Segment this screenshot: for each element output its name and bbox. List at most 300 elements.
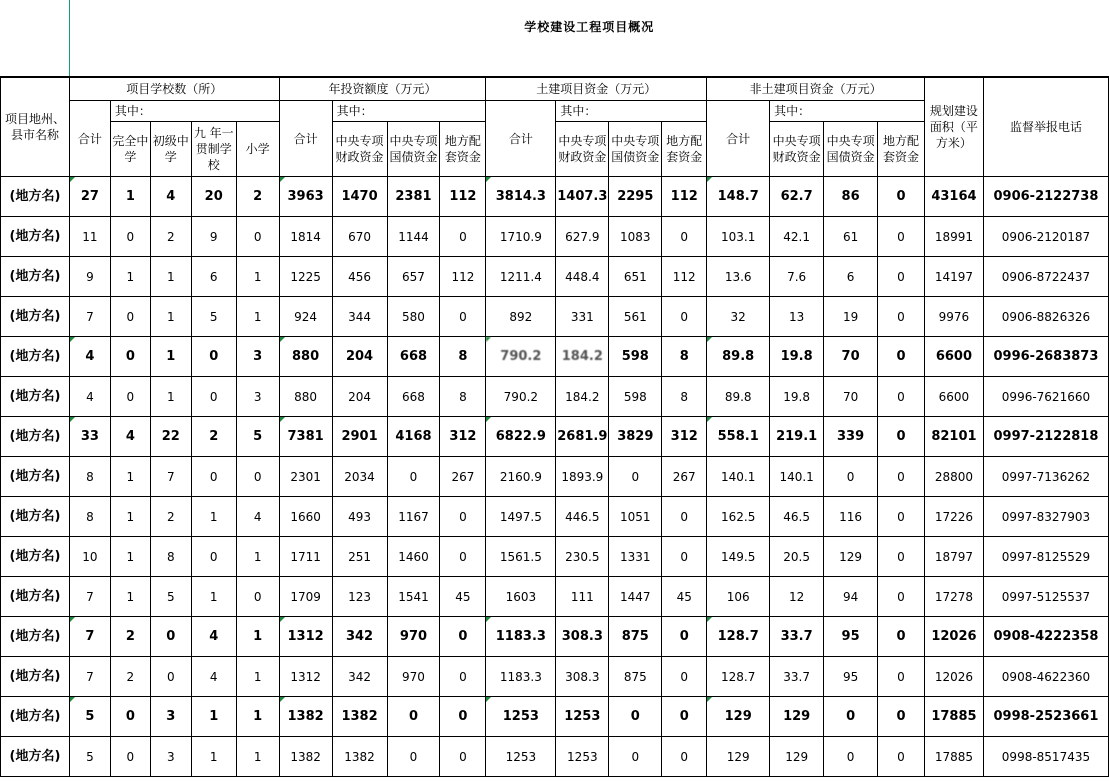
table-cell[interactable]: 670 [332, 217, 387, 257]
table-cell[interactable]: 9976 [924, 297, 983, 337]
table-cell[interactable]: 86 [824, 177, 878, 217]
table-cell[interactable]: 1 [236, 657, 279, 697]
table-cell[interactable]: 1253 [556, 697, 609, 737]
table-cell[interactable]: 19 [824, 297, 878, 337]
table-cell[interactable]: 129 [707, 737, 770, 777]
table-cell[interactable]: 12 [770, 577, 824, 617]
table-cell[interactable]: 5 [69, 697, 110, 737]
table-cell[interactable]: 970 [387, 617, 440, 657]
table-cell[interactable]: 0 [387, 457, 440, 497]
table-cell[interactable]: 0998-2523661 [983, 697, 1108, 737]
header-civil-total[interactable]: 合计 [486, 101, 556, 177]
header-noncivil-group[interactable]: 非土建项目资金（万元） [707, 77, 925, 101]
table-cell[interactable]: 0 [878, 737, 925, 777]
table-cell[interactable]: 8 [69, 497, 110, 537]
table-cell[interactable]: 95 [824, 657, 878, 697]
table-cell[interactable]: 4 [150, 177, 191, 217]
table-cell[interactable]: 312 [440, 417, 486, 457]
table-cell[interactable]: 112 [440, 177, 486, 217]
table-cell[interactable]: 19.8 [770, 377, 824, 417]
table-cell[interactable]: 2381 [387, 177, 440, 217]
table-cell[interactable]: 0 [824, 697, 878, 737]
table-cell[interactable]: 42.1 [770, 217, 824, 257]
region-name-cell[interactable]: (地方名) [1, 577, 70, 617]
region-name-cell[interactable]: (地方名) [1, 657, 70, 697]
table-cell[interactable]: 3 [236, 337, 279, 377]
header-civil-group[interactable]: 土建项目资金（万元） [486, 77, 707, 101]
table-cell[interactable]: 598 [609, 377, 662, 417]
table-cell[interactable]: 1253 [486, 697, 556, 737]
table-cell[interactable]: 267 [662, 457, 707, 497]
table-cell[interactable]: 1211.4 [486, 257, 556, 297]
table-cell[interactable]: 128.7 [707, 617, 770, 657]
table-cell[interactable]: 0 [191, 377, 236, 417]
table-cell[interactable]: 267 [440, 457, 486, 497]
table-cell[interactable]: 1 [236, 297, 279, 337]
table-cell[interactable]: 1660 [279, 497, 332, 537]
table-cell[interactable]: 0 [440, 617, 486, 657]
table-cell[interactable]: 0 [878, 657, 925, 697]
sheet-title[interactable]: 学校建设工程项目概况 [69, 0, 1108, 54]
table-cell[interactable]: 1 [150, 257, 191, 297]
table-cell[interactable]: 8 [69, 457, 110, 497]
table-cell[interactable]: 0 [824, 457, 878, 497]
table-cell[interactable]: 0 [440, 497, 486, 537]
header-civil-among[interactable]: 其中： [556, 101, 707, 122]
table-cell[interactable]: 27 [69, 177, 110, 217]
table-cell[interactable]: 184.2 [556, 337, 609, 377]
table-cell[interactable]: 1225 [279, 257, 332, 297]
table-cell[interactable]: 5 [150, 577, 191, 617]
table-cell[interactable]: 17278 [924, 577, 983, 617]
table-cell[interactable]: 0 [150, 617, 191, 657]
table-cell[interactable]: 0 [609, 697, 662, 737]
table-cell[interactable]: 331 [556, 297, 609, 337]
header-noncivil-central-fiscal[interactable]: 中央专项财政资金 [770, 122, 824, 177]
table-cell[interactable]: 0 [662, 617, 707, 657]
region-name-cell[interactable]: (地方名) [1, 257, 70, 297]
table-cell[interactable]: 4 [110, 417, 150, 457]
table-cell[interactable]: 1 [236, 257, 279, 297]
table-cell[interactable]: 0 [662, 737, 707, 777]
table-cell[interactable]: 790.2 [486, 337, 556, 377]
table-cell[interactable]: 456 [332, 257, 387, 297]
table-cell[interactable]: 45 [662, 577, 707, 617]
table-cell[interactable]: 0996-7621660 [983, 377, 1108, 417]
table-cell[interactable]: 0 [440, 537, 486, 577]
table-cell[interactable]: 2295 [609, 177, 662, 217]
table-cell[interactable]: 1 [191, 577, 236, 617]
table-cell[interactable]: 0906-8826326 [983, 297, 1108, 337]
header-invest-total[interactable]: 合计 [279, 101, 332, 177]
table-cell[interactable]: 140.1 [770, 457, 824, 497]
region-name-cell[interactable]: (地方名) [1, 617, 70, 657]
table-cell[interactable]: 103.1 [707, 217, 770, 257]
table-cell[interactable]: 1 [110, 497, 150, 537]
table-cell[interactable]: 668 [387, 337, 440, 377]
header-civil-local-match[interactable]: 地方配套资金 [662, 122, 707, 177]
header-civil-central-bond[interactable]: 中央专项国债资金 [609, 122, 662, 177]
table-cell[interactable]: 33.7 [770, 617, 824, 657]
table-cell[interactable]: 1447 [609, 577, 662, 617]
table-cell[interactable]: 0 [878, 337, 925, 377]
table-cell[interactable]: 1253 [486, 737, 556, 777]
region-name-cell[interactable]: (地方名) [1, 537, 70, 577]
table-cell[interactable]: 1407.3 [556, 177, 609, 217]
table-cell[interactable]: 0 [878, 537, 925, 577]
header-invest-among[interactable]: 其中： [332, 101, 486, 122]
table-cell[interactable]: 0 [878, 297, 925, 337]
table-cell[interactable]: 89.8 [707, 377, 770, 417]
table-cell[interactable]: 2034 [332, 457, 387, 497]
table-cell[interactable]: 1 [110, 537, 150, 577]
table-cell[interactable]: 1603 [486, 577, 556, 617]
table-cell[interactable]: 10 [69, 537, 110, 577]
table-cell[interactable]: 0 [110, 297, 150, 337]
table-cell[interactable]: 1051 [609, 497, 662, 537]
header-primary[interactable]: 小学 [236, 122, 279, 177]
table-cell[interactable]: 0 [824, 737, 878, 777]
table-cell[interactable]: 2 [191, 417, 236, 457]
table-cell[interactable]: 561 [609, 297, 662, 337]
table-cell[interactable]: 790.2 [486, 377, 556, 417]
table-cell[interactable]: 880 [279, 377, 332, 417]
table-cell[interactable]: 0 [662, 537, 707, 577]
header-schools-total[interactable]: 合计 [69, 101, 110, 177]
table-cell[interactable]: 18991 [924, 217, 983, 257]
table-cell[interactable]: 0 [387, 737, 440, 777]
table-cell[interactable]: 0 [150, 657, 191, 697]
table-cell[interactable]: 1083 [609, 217, 662, 257]
table-cell[interactable]: 230.5 [556, 537, 609, 577]
header-noncivil-among[interactable]: 其中： [770, 101, 925, 122]
table-cell[interactable]: 7 [69, 657, 110, 697]
table-cell[interactable]: 0 [878, 577, 925, 617]
table-cell[interactable]: 0996-2683873 [983, 337, 1108, 377]
table-cell[interactable]: 251 [332, 537, 387, 577]
table-cell[interactable]: 1 [236, 537, 279, 577]
table-cell[interactable]: 129 [824, 537, 878, 577]
table-cell[interactable]: 0906-2120187 [983, 217, 1108, 257]
table-cell[interactable]: 1144 [387, 217, 440, 257]
table-cell[interactable]: 123 [332, 577, 387, 617]
header-noncivil-central-bond[interactable]: 中央专项国债资金 [824, 122, 878, 177]
table-cell[interactable]: 162.5 [707, 497, 770, 537]
table-cell[interactable]: 89.8 [707, 337, 770, 377]
table-cell[interactable]: 0997-7136262 [983, 457, 1108, 497]
table-cell[interactable]: 2 [110, 657, 150, 697]
table-cell[interactable]: 493 [332, 497, 387, 537]
table-cell[interactable]: 7 [69, 297, 110, 337]
table-cell[interactable]: 0 [236, 217, 279, 257]
table-cell[interactable]: 6600 [924, 337, 983, 377]
table-cell[interactable]: 1183.3 [486, 657, 556, 697]
header-region[interactable]: 项目地州、县市名称 [1, 77, 70, 177]
table-cell[interactable]: 204 [332, 337, 387, 377]
table-cell[interactable]: 0 [440, 297, 486, 337]
table-cell[interactable]: 9 [191, 217, 236, 257]
table-cell[interactable]: 0 [662, 697, 707, 737]
header-junior-middle[interactable]: 初级中学 [150, 122, 191, 177]
header-schools-among[interactable]: 其中： [110, 101, 279, 122]
table-cell[interactable]: 0 [110, 737, 150, 777]
table-cell[interactable]: 0 [191, 537, 236, 577]
table-cell[interactable]: 0997-8125529 [983, 537, 1108, 577]
table-cell[interactable]: 70 [824, 377, 878, 417]
table-cell[interactable]: 1 [110, 257, 150, 297]
empty-cell[interactable] [1, 54, 70, 77]
table-cell[interactable]: 580 [387, 297, 440, 337]
table-cell[interactable]: 13.6 [707, 257, 770, 297]
table-cell[interactable]: 4 [191, 657, 236, 697]
table-cell[interactable]: 4168 [387, 417, 440, 457]
table-cell[interactable]: 0 [878, 217, 925, 257]
table-cell[interactable]: 0997-8327903 [983, 497, 1108, 537]
table-cell[interactable]: 342 [332, 657, 387, 697]
table-cell[interactable]: 0 [110, 377, 150, 417]
table-cell[interactable]: 1 [110, 577, 150, 617]
table-cell[interactable]: 0 [878, 377, 925, 417]
region-name-cell[interactable]: (地方名) [1, 217, 70, 257]
table-cell[interactable]: 0 [236, 457, 279, 497]
table-cell[interactable]: 149.5 [707, 537, 770, 577]
table-cell[interactable]: 875 [609, 617, 662, 657]
table-cell[interactable]: 1711 [279, 537, 332, 577]
table-cell[interactable]: 6822.9 [486, 417, 556, 457]
table-cell[interactable]: 12026 [924, 617, 983, 657]
table-cell[interactable]: 0 [609, 457, 662, 497]
table-cell[interactable]: 446.5 [556, 497, 609, 537]
table-cell[interactable]: 344 [332, 297, 387, 337]
table-cell[interactable]: 0 [878, 617, 925, 657]
table-cell[interactable]: 0906-2122738 [983, 177, 1108, 217]
table-cell[interactable]: 627.9 [556, 217, 609, 257]
table-cell[interactable]: 61 [824, 217, 878, 257]
table-cell[interactable]: 12026 [924, 657, 983, 697]
table-cell[interactable]: 4 [236, 497, 279, 537]
table-cell[interactable]: 46.5 [770, 497, 824, 537]
header-invest-group[interactable]: 年投资额度（万元） [279, 77, 486, 101]
table-cell[interactable]: 106 [707, 577, 770, 617]
table-cell[interactable]: 0997-5125537 [983, 577, 1108, 617]
table-cell[interactable]: 668 [387, 377, 440, 417]
header-noncivil-local-match[interactable]: 地方配套资金 [878, 122, 925, 177]
table-cell[interactable]: 17226 [924, 497, 983, 537]
table-cell[interactable]: 0 [110, 337, 150, 377]
table-cell[interactable]: 1382 [279, 737, 332, 777]
table-cell[interactable]: 1 [110, 457, 150, 497]
table-cell[interactable]: 2901 [332, 417, 387, 457]
table-cell[interactable]: 558.1 [707, 417, 770, 457]
table-cell[interactable]: 116 [824, 497, 878, 537]
table-cell[interactable]: 875 [609, 657, 662, 697]
table-cell[interactable]: 8 [662, 377, 707, 417]
table-cell[interactable]: 924 [279, 297, 332, 337]
header-civil-central-fiscal[interactable]: 中央专项财政资金 [556, 122, 609, 177]
table-cell[interactable]: 0 [440, 697, 486, 737]
table-cell[interactable]: 11 [69, 217, 110, 257]
table-cell[interactable]: 0 [662, 497, 707, 537]
table-cell[interactable]: 43164 [924, 177, 983, 217]
table-cell[interactable]: 148.7 [707, 177, 770, 217]
region-name-cell[interactable]: (地方名) [1, 377, 70, 417]
header-invest-local-match[interactable]: 地方配套资金 [440, 122, 486, 177]
table-cell[interactable]: 1 [150, 377, 191, 417]
table-cell[interactable]: 8 [150, 537, 191, 577]
table-cell[interactable]: 1 [191, 737, 236, 777]
table-cell[interactable]: 13 [770, 297, 824, 337]
table-cell[interactable]: 7 [69, 617, 110, 657]
table-cell[interactable]: 17885 [924, 737, 983, 777]
table-cell[interactable]: 339 [824, 417, 878, 457]
table-cell[interactable]: 18797 [924, 537, 983, 577]
table-cell[interactable]: 0 [191, 457, 236, 497]
table-cell[interactable]: 1 [191, 697, 236, 737]
region-name-cell[interactable]: (地方名) [1, 457, 70, 497]
table-cell[interactable]: 892 [486, 297, 556, 337]
table-cell[interactable]: 8 [440, 337, 486, 377]
table-cell[interactable]: 129 [770, 737, 824, 777]
table-cell[interactable]: 1470 [332, 177, 387, 217]
table-cell[interactable]: 0 [662, 217, 707, 257]
table-cell[interactable]: 2 [150, 217, 191, 257]
table-cell[interactable]: 1 [150, 297, 191, 337]
table-cell[interactable]: 8 [662, 337, 707, 377]
table-cell[interactable]: 657 [387, 257, 440, 297]
table-cell[interactable]: 1541 [387, 577, 440, 617]
table-cell[interactable]: 17885 [924, 697, 983, 737]
table-cell[interactable]: 1 [150, 337, 191, 377]
table-cell[interactable]: 111 [556, 577, 609, 617]
table-cell[interactable]: 7 [69, 577, 110, 617]
table-cell[interactable]: 1167 [387, 497, 440, 537]
table-cell[interactable]: 45 [440, 577, 486, 617]
table-cell[interactable]: 1183.3 [486, 617, 556, 657]
table-cell[interactable]: 128.7 [707, 657, 770, 697]
table-cell[interactable]: 6600 [924, 377, 983, 417]
table-cell[interactable]: 3 [150, 697, 191, 737]
table-cell[interactable]: 651 [609, 257, 662, 297]
table-cell[interactable]: 7381 [279, 417, 332, 457]
table-cell[interactable]: 4 [191, 617, 236, 657]
table-cell[interactable]: 70 [824, 337, 878, 377]
table-cell[interactable]: 112 [662, 257, 707, 297]
table-cell[interactable]: 32 [707, 297, 770, 337]
table-cell[interactable]: 1312 [279, 657, 332, 697]
table-cell[interactable]: 7.6 [770, 257, 824, 297]
table-cell[interactable]: 0 [878, 257, 925, 297]
table-cell[interactable]: 1 [236, 737, 279, 777]
table-cell[interactable]: 1710.9 [486, 217, 556, 257]
table-cell[interactable]: 0908-4222358 [983, 617, 1108, 657]
region-name-cell[interactable]: (地方名) [1, 297, 70, 337]
table-cell[interactable]: 19.8 [770, 337, 824, 377]
table-cell[interactable]: 1 [236, 617, 279, 657]
table-cell[interactable]: 1331 [609, 537, 662, 577]
corner-cell[interactable] [1, 0, 70, 54]
header-invest-central-bond[interactable]: 中央专项国债资金 [387, 122, 440, 177]
region-name-cell[interactable]: (地方名) [1, 337, 70, 377]
table-cell[interactable]: 0 [387, 697, 440, 737]
table-cell[interactable]: 2 [110, 617, 150, 657]
table-cell[interactable]: 3814.3 [486, 177, 556, 217]
table-cell[interactable]: 0 [440, 657, 486, 697]
table-cell[interactable]: 0 [662, 297, 707, 337]
header-nine-year[interactable]: 九 年一贯制学 校 [191, 122, 236, 177]
table-cell[interactable]: 5 [191, 297, 236, 337]
table-cell[interactable]: 1814 [279, 217, 332, 257]
table-cell[interactable]: 0 [440, 217, 486, 257]
header-area[interactable]: 规划建设面积（平方米） [924, 77, 983, 177]
table-cell[interactable]: 94 [824, 577, 878, 617]
table-cell[interactable]: 0 [662, 657, 707, 697]
table-cell[interactable]: 5 [236, 417, 279, 457]
table-cell[interactable]: 1561.5 [486, 537, 556, 577]
table-cell[interactable]: 14197 [924, 257, 983, 297]
table-cell[interactable]: 204 [332, 377, 387, 417]
table-cell[interactable]: 1 [191, 497, 236, 537]
table-cell[interactable]: 1709 [279, 577, 332, 617]
header-invest-central-fiscal[interactable]: 中央专项财政资金 [332, 122, 387, 177]
table-cell[interactable]: 0908-4622360 [983, 657, 1108, 697]
table-cell[interactable]: 112 [440, 257, 486, 297]
table-cell[interactable]: 112 [662, 177, 707, 217]
table-cell[interactable]: 2 [236, 177, 279, 217]
table-cell[interactable]: 1253 [556, 737, 609, 777]
table-cell[interactable]: 2681.9 [556, 417, 609, 457]
region-name-cell[interactable]: (地方名) [1, 697, 70, 737]
table-cell[interactable]: 219.1 [770, 417, 824, 457]
table-cell[interactable]: 0 [110, 217, 150, 257]
table-cell[interactable]: 33 [69, 417, 110, 457]
table-cell[interactable]: 62.7 [770, 177, 824, 217]
table-cell[interactable]: 82101 [924, 417, 983, 457]
table-cell[interactable]: 0 [609, 737, 662, 777]
table-cell[interactable]: 1460 [387, 537, 440, 577]
table-cell[interactable]: 0 [878, 697, 925, 737]
table-cell[interactable]: 20 [191, 177, 236, 217]
table-cell[interactable]: 3963 [279, 177, 332, 217]
table-cell[interactable]: 95 [824, 617, 878, 657]
region-name-cell[interactable]: (地方名) [1, 497, 70, 537]
table-cell[interactable]: 1497.5 [486, 497, 556, 537]
region-name-cell[interactable]: (地方名) [1, 417, 70, 457]
table-cell[interactable]: 0 [878, 497, 925, 537]
table-cell[interactable]: 342 [332, 617, 387, 657]
table-cell[interactable]: 598 [609, 337, 662, 377]
table-cell[interactable]: 5 [69, 737, 110, 777]
table-cell[interactable]: 4 [69, 377, 110, 417]
table-cell[interactable]: 3829 [609, 417, 662, 457]
table-cell[interactable]: 0 [878, 177, 925, 217]
table-cell[interactable]: 308.3 [556, 617, 609, 657]
table-cell[interactable]: 184.2 [556, 377, 609, 417]
table-cell[interactable]: 129 [770, 697, 824, 737]
table-cell[interactable]: 6 [824, 257, 878, 297]
table-cell[interactable]: 3 [236, 377, 279, 417]
table-cell[interactable]: 140.1 [707, 457, 770, 497]
table-cell[interactable]: 0 [440, 737, 486, 777]
table-cell[interactable]: 3 [150, 737, 191, 777]
table-cell[interactable]: 33.7 [770, 657, 824, 697]
table-cell[interactable]: 1 [110, 177, 150, 217]
table-cell[interactable]: 0 [878, 417, 925, 457]
region-name-cell[interactable]: (地方名) [1, 177, 70, 217]
table-cell[interactable]: 2301 [279, 457, 332, 497]
table-cell[interactable]: 1 [236, 697, 279, 737]
table-cell[interactable]: 0997-2122818 [983, 417, 1108, 457]
table-cell[interactable]: 880 [279, 337, 332, 377]
